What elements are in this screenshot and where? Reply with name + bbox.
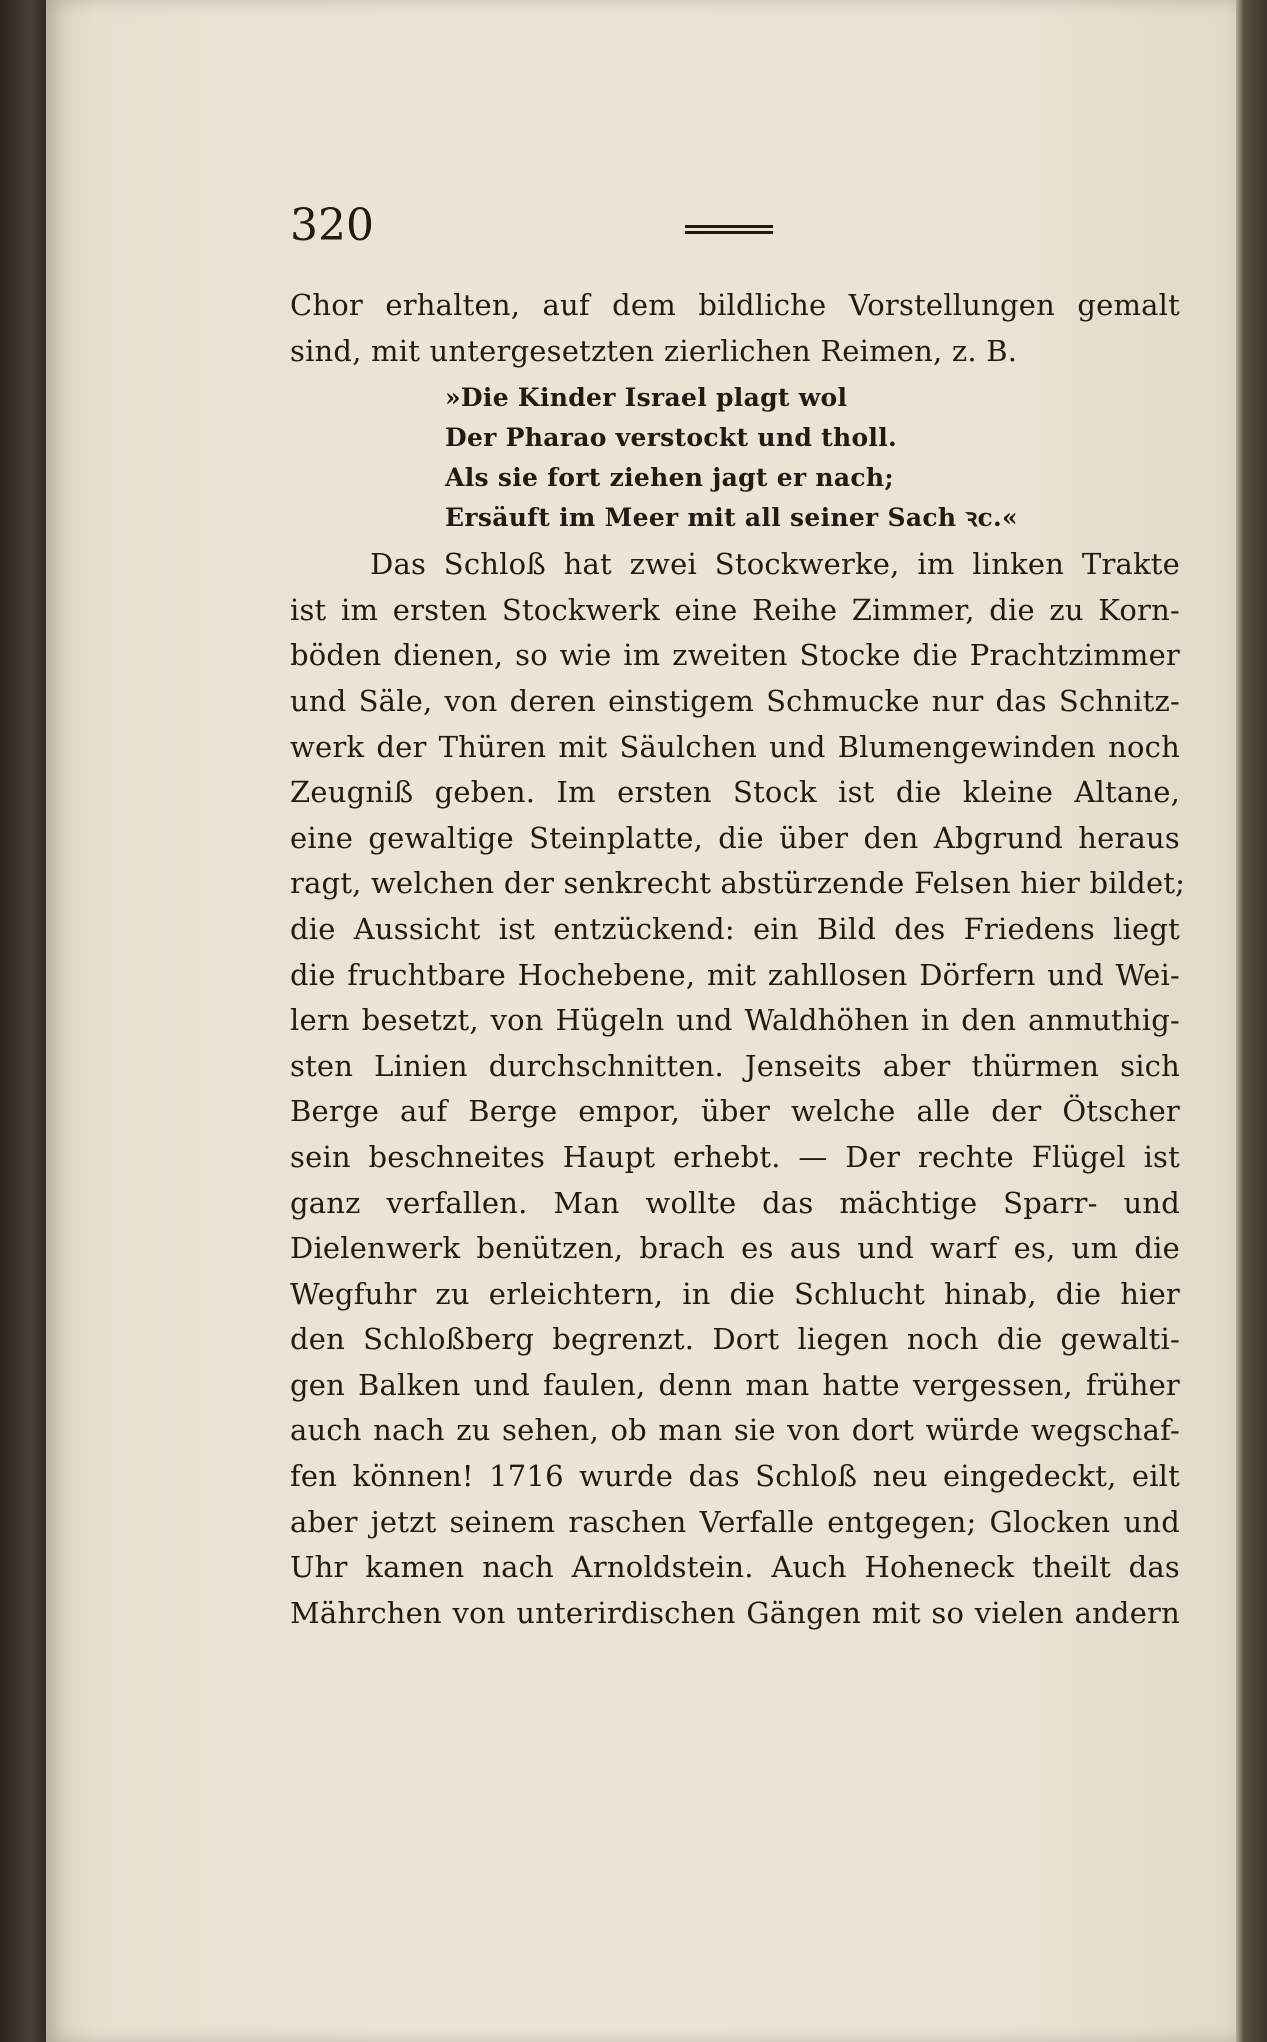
verse-line: Der Pharao verstockt und tholl. — [445, 423, 898, 453]
text-line: böden dienen, so wie im zweiten Stocke die Prachtzimmer — [290, 638, 1180, 673]
text-line: fen können! 1716 wurde das Schloß neu eingedeckt, eilt — [290, 1459, 1180, 1494]
text-line: gen Balken und faulen, denn man hatte vergessen, früher — [290, 1367, 1180, 1402]
text-line: ist im ersten Stockwerk eine Reihe Zimmer, die zu Korn- — [290, 592, 1180, 627]
text-line: Dielenwerk benützen, brach es aus und warf es, um die — [290, 1231, 1180, 1266]
verse-line: Ersäuft im Meer mit all seiner Sach ꝛc.« — [445, 503, 1018, 533]
text-line: sten Linien durchschnitten. Jenseits aber thürmen sich — [290, 1048, 1180, 1083]
text-line: auch nach zu sehen, ob man sie von dort würde wegschaf- — [290, 1413, 1180, 1448]
book-edge — [1236, 0, 1267, 2042]
text-line: sind, mit untergesetzten zierlichen Reimen, z. B. — [290, 333, 1018, 368]
text-line: die fruchtbare Hochebene, mit zahllosen Dörfern und Wei- — [290, 957, 1180, 992]
page-number: 320 — [290, 200, 374, 251]
body-text — [290, 283, 1186, 1636]
text-line: eine gewaltige Steinplatte, die über den Abgrund heraus — [290, 820, 1180, 855]
text-line: Wegfuhr zu erleichtern, in die Schlucht hinab, die hier — [290, 1276, 1180, 1311]
text-line: und Säle, von deren einstigem Schmucke nur das Schnitz- — [290, 683, 1180, 718]
header-double-rule — [685, 225, 773, 234]
text-line: Zeugniß geben. Im ersten Stock ist die kleine Altane, — [290, 775, 1180, 810]
text-line: werk der Thüren mit Säulchen und Blumengewinden noch — [290, 729, 1180, 764]
text-line: lern besetzt, von Hügeln und Waldhöhen in den anmuthig- — [290, 1003, 1180, 1038]
text-line: Mährchen von unterirdischen Gängen mit so vielen andern — [290, 1595, 1180, 1630]
text-line: aber jetzt seinem raschen Verfalle entgegen; Glocken und — [290, 1504, 1180, 1539]
verse-quote — [290, 378, 1180, 538]
text-line: ganz verfallen. Man wollte das mächtige Sparr- und — [290, 1185, 1180, 1220]
verse-line: Als sie fort ziehen jagt er nach; — [445, 463, 894, 493]
text-line: ragt, welchen der senkrecht abstürzende Felsen hier bildet; — [290, 866, 1186, 901]
text-line: Uhr kamen nach Arnoldstein. Auch Hoheneck theilt das — [290, 1550, 1180, 1585]
text-line: sein beschneites Haupt erhebt. — Der rechte Flügel ist — [290, 1139, 1180, 1174]
text-line: den Schloßberg begrenzt. Dort liegen noch die gewalti- — [290, 1322, 1180, 1357]
text-line: Chor erhalten, auf dem bildliche Vorstellungen gemalt — [290, 288, 1180, 322]
text-line: die Aussicht ist entzückend: ein Bild des Friedens liegt — [290, 911, 1180, 946]
text-line: Berge auf Berge empor, über welche alle der Ötscher — [290, 1094, 1180, 1129]
page-header — [290, 200, 1180, 260]
verse-line: »Die Kinder Israel plagt wol — [445, 383, 848, 413]
paragraph-first-line: Das Schloß hat zwei Stockwerke, im linken Trakte — [370, 547, 1180, 582]
